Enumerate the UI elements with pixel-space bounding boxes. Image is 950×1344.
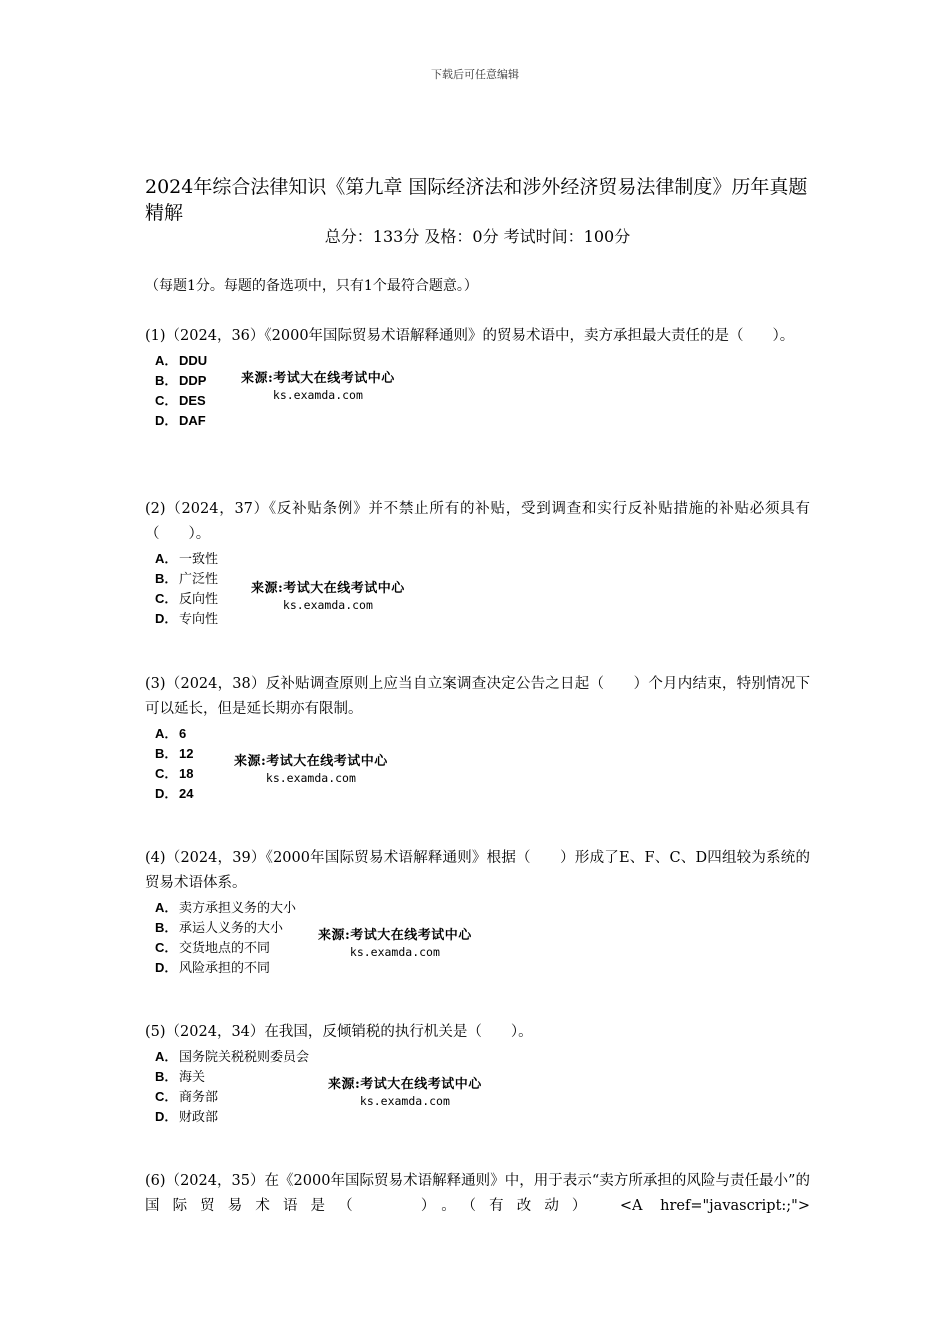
question-body [145,1047,810,1131]
watermark-url: ks.examda.com [349,945,440,959]
question-body [145,724,810,808]
watermark-title: 来源:考试大在线考试中心 [328,1077,482,1092]
options-list [155,549,218,629]
question-text: (6)（2024，35）在《2000年国际贸易术语解释通则》中，用于表示“卖方所承担的风险与责任最小”的国际贸易术语是（ ）。（有改动） <A href="javascript:;"> [145,1173,810,1214]
watermark-url: ks.examda.com [265,771,356,785]
option-b[interactable]: B． 海关 [155,1069,206,1085]
question-6 [145,1169,810,1219]
question-2 [145,497,810,633]
option-d[interactable]: D． 专向性 [155,611,219,627]
question-text: (1)（2024，36）《2000年国际贸易术语解释通则》的贸易术语中，卖方承担最大责任的是（ ）。 [145,328,795,344]
option-a[interactable]: A． 6 [155,726,187,741]
option-b[interactable]: B． DDP [155,373,207,388]
option-c[interactable]: C． 反向性 [155,591,219,607]
watermark-url: ks.examda.com [272,388,363,402]
option-b[interactable]: B． 承运人义务的大小 [155,920,284,936]
score-line: 总分：133分 及格：0分 考试时间：100分 [324,227,631,246]
page-title: 2024年综合法律知识《第九章 国际经济法和涉外经济贸易法律制度》历年真题精解 [145,176,808,224]
options-list [155,351,207,431]
option-d[interactable]: D． 24 [155,786,194,801]
option-a[interactable]: A． 国务院关税税则委员会 [155,1049,310,1065]
option-c[interactable]: C． DES [155,393,206,408]
question-body [145,549,810,633]
option-d[interactable]: D． 风险承担的不同 [155,960,271,976]
options-list [155,898,296,978]
question-4 [145,846,810,982]
source-watermark [234,750,388,785]
instruction: （每题1分。每题的备选项中，只有1个最符合题意。） [145,278,478,294]
question-3 [145,672,810,808]
option-b[interactable]: B． 广泛性 [155,571,219,587]
watermark-url: ks.examda.com [359,1094,450,1108]
question-text: (2)（2024，37）《反补贴条例》并不禁止所有的补贴，受到调查和实行反补贴措施的补贴必须具有（ ）。 [145,501,810,542]
question-1 [145,324,810,435]
option-c[interactable]: C． 商务部 [155,1089,219,1105]
question-body [145,898,810,982]
options-list [155,724,193,804]
question-5 [145,1020,810,1131]
watermark-title: 来源:考试大在线考试中心 [318,928,472,943]
question-body [145,351,810,435]
option-d[interactable]: D． 财政部 [155,1109,219,1125]
source-watermark [328,1073,482,1108]
option-b[interactable]: B． 12 [155,746,194,761]
question-text: (5)（2024，34）在我国，反倾销税的执行机关是（ ）。 [145,1024,533,1040]
watermark-url: ks.examda.com [282,598,373,612]
question-text: (3)（2024，38）反补贴调查原则上应当自立案调查决定公告之日起（ ）个月内结束，特别情况下可以延长，但是延长期亦有限制。 [145,676,810,717]
watermark-title: 来源:考试大在线考试中心 [251,581,405,596]
option-a[interactable]: A． 卖方承担义务的大小 [155,900,297,916]
options-list [155,1047,309,1127]
option-d[interactable]: D． DAF [155,413,206,428]
watermark-title: 来源:考试大在线考试中心 [241,371,395,386]
source-watermark [318,924,472,959]
option-c[interactable]: C． 交货地点的不同 [155,940,271,956]
option-a[interactable]: A． DDU [155,353,208,368]
option-a[interactable]: A． 一致性 [155,551,219,567]
source-watermark [241,367,395,402]
source-watermark [251,577,405,612]
header-note: 下载后可任意编辑 [431,68,519,81]
watermark-title: 来源:考试大在线考试中心 [234,754,388,769]
option-c[interactable]: C． 18 [155,766,194,781]
question-text: (4)（2024，39）《2000年国际贸易术语解释通则》根据（ ）形成了E、F、C、D四组较为系统的贸易术语体系。 [145,850,810,891]
